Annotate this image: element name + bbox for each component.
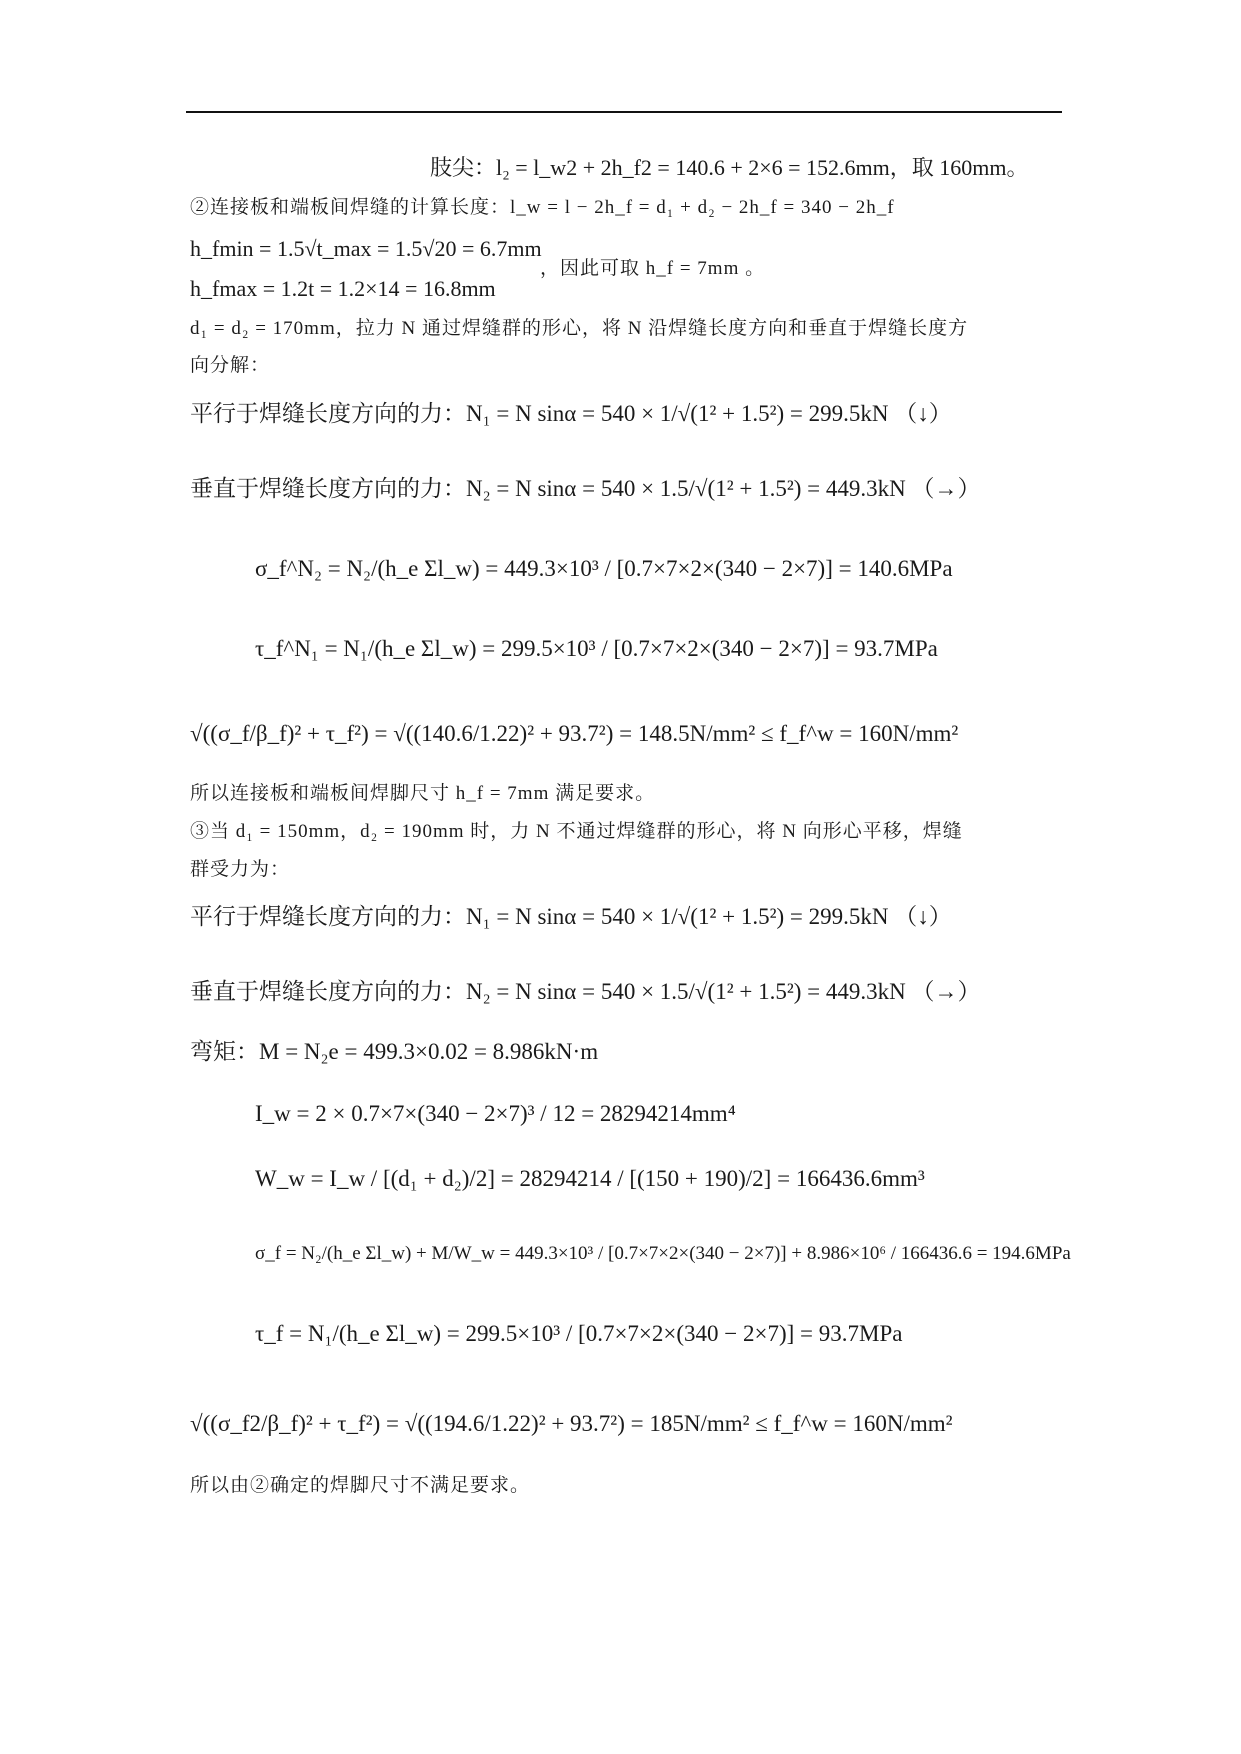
- formula-line: √((σ_f/β_f)² + τ_f²) = √((140.6/1.22)² + 93.7²) = 148.5N/mm² ≤ f_f^w = 160N/mm²: [190, 721, 959, 746]
- formula-line: σ_f^N₂ = N₂/(h_e Σl_w) = 449.3×10³ / [0.7×7×2×(340 − 2×7)] = 140.6MPa: [255, 556, 953, 581]
- formula-line: I_w = 2 × 0.7×7×(340 − 2×7)³ / 12 = 28294214mm⁴: [255, 1101, 736, 1126]
- text-line: ③当 d₁ = 150mm，d₂ = 190mm 时，力 N 不通过焊缝群的形心，将 N 向形心平移，焊缝: [190, 821, 963, 842]
- formula-line: τ_f^N₁ = N₁/(h_e Σl_w) = 299.5×10³ / [0.7×7×2×(340 − 2×7)] = 93.7MPa: [255, 636, 938, 661]
- formula-line: 垂直于焊缝长度方向的力：N₂ = N sinα = 540 × 1.5/√(1² + 1.5²) = 449.3kN （→）: [190, 979, 981, 1004]
- formula-line: h_fmax = 1.2t = 1.2×14 = 16.8mm: [190, 276, 496, 301]
- formula-line: W_w = I_w / [(d₁ + d₂)/2] = 28294214 / [(150 + 190)/2] = 166436.6mm³: [255, 1166, 925, 1191]
- header-rule: [186, 111, 1062, 113]
- text-line: ②连接板和端板间焊缝的计算长度：l_w = l − 2h_f = d₁ + d₂ − 2h_f = 340 − 2h_f: [190, 197, 895, 218]
- formula-line: √((σ_f2/β_f)² + τ_f²) = √((194.6/1.22)² + 93.7²) = 185N/mm² ≤ f_f^w = 160N/mm²: [190, 1411, 953, 1436]
- text-line: 群受力为：: [190, 859, 291, 880]
- text-line: ，因此可取 h_f = 7mm 。: [540, 258, 766, 279]
- formula-line: 弯矩：M = N₂e = 499.3×0.02 = 8.986kN·m: [190, 1039, 599, 1064]
- formula-line: 平行于焊缝长度方向的力：N₁ = N sinα = 540 × 1/√(1² + 1.5²) = 299.5kN （↓）: [190, 904, 952, 929]
- text-line: d₁ = d₂ = 170mm，拉力 N 通过焊缝群的形心，将 N 沿焊缝长度方向和垂直于焊缝长度方: [190, 318, 969, 339]
- text-line: 向分解：: [190, 355, 271, 376]
- formula-line: 平行于焊缝长度方向的力：N₁ = N sinα = 540 × 1/√(1² + 1.5²) = 299.5kN （↓）: [190, 401, 952, 426]
- formula-line: h_fmin = 1.5√t_max = 1.5√20 = 6.7mm: [190, 236, 542, 261]
- text-line: 肢尖：l₂ = l_w2 + 2h_f2 = 140.6 + 2×6 = 152.6mm，取 160mm。: [430, 155, 1029, 180]
- formula-line: σ_f = N₂/(h_e Σl_w) + M/W_w = 449.3×10³ / [0.7×7×2×(340 − 2×7)] + 8.986×10⁶ / 166436.6 = 194.6MPa: [255, 1243, 1071, 1264]
- text-line: 所以由②确定的焊脚尺寸不满足要求。: [190, 1475, 531, 1496]
- formula-line: 垂直于焊缝长度方向的力：N₂ = N sinα = 540 × 1.5/√(1² + 1.5²) = 449.3kN （→）: [190, 476, 981, 501]
- formula-line: τ_f = N₁/(h_e Σl_w) = 299.5×10³ / [0.7×7×2×(340 − 2×7)] = 93.7MPa: [255, 1321, 903, 1346]
- text-line: 所以连接板和端板间焊脚尺寸 h_f = 7mm 满足要求。: [190, 783, 656, 804]
